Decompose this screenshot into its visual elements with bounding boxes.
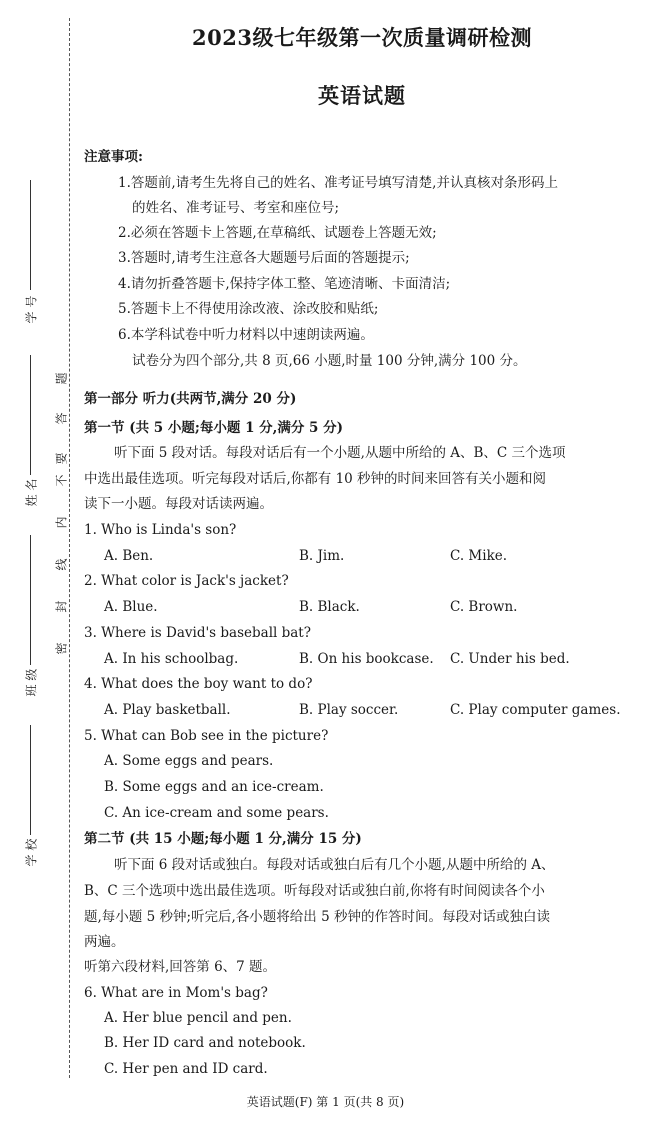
- class-blank: [30, 535, 31, 665]
- exam-summary: 试卷分为四个部分,共 8 页,66 小题,时量 100 分钟,满分 100 分。: [132, 353, 527, 369]
- question-stem: 3. Where is David's baseball bat?: [84, 625, 311, 641]
- section2-instruction: 两遍。: [84, 934, 125, 950]
- school-label: 学 校: [24, 838, 39, 867]
- option-b: B. Play soccer.: [299, 702, 399, 718]
- option-b: B. Her ID card and notebook.: [104, 1035, 306, 1051]
- option-a: A. Play basketball.: [104, 702, 231, 718]
- option-a: A. Some eggs and pears.: [104, 753, 274, 769]
- class-label: 班 级: [24, 668, 39, 697]
- question-stem: 1. Who is Linda's son?: [84, 522, 237, 538]
- material-instruction: 听第六段材料,回答第 6、7 题。: [84, 959, 277, 975]
- option-a: A. Her blue pencil and pen.: [104, 1010, 292, 1026]
- school-blank: [30, 725, 31, 835]
- option-a: A. Blue.: [104, 599, 158, 615]
- notice-item: 5.答题卡上不得使用涂改液、涂改胶和贴纸;: [118, 301, 379, 317]
- seal-cut-line: [69, 18, 70, 1078]
- name-blank: [30, 355, 31, 475]
- option-b: B. Jim.: [299, 548, 345, 564]
- notice-item: 1.答题前,请考生先将自己的姓名、准考证号填写清楚,并认真核对条形码上: [118, 175, 558, 191]
- seal-char: 要: [54, 452, 69, 465]
- section2-instruction: B、C 三个选项中选出最佳选项。听每段对话或独白前,你将有时间阅读各个小: [84, 883, 545, 899]
- seal-char: 封: [54, 600, 69, 613]
- notice-item: 6.本学科试卷中听力材料以中速朗读两遍。: [118, 327, 374, 343]
- notice-item: 2.必须在答题卡上答题,在草稿纸、试题卷上答题无效;: [118, 225, 437, 241]
- option-c: C. Mike.: [450, 548, 508, 564]
- option-b: B. On his bookcase.: [299, 651, 434, 667]
- option-b: B. Black.: [299, 599, 360, 615]
- option-a: A. In his schoolbag.: [104, 651, 239, 667]
- part1-heading: 第一部分 听力(共两节,满分 20 分): [84, 391, 297, 407]
- question-stem: 6. What are in Mom's bag?: [84, 985, 268, 1001]
- section1-instruction: 听下面 5 段对话。每段对话后有一个小题,从题中所给的 A、B、C 三个选项: [114, 445, 566, 461]
- page-footer: 英语试题(F) 第 1 页(共 8 页): [246, 1095, 405, 1109]
- question-stem: 4. What does the boy want to do?: [84, 676, 313, 692]
- seal-char: 密: [54, 642, 69, 655]
- binding-margin: [18, 180, 44, 900]
- student-id-blank: [30, 180, 31, 290]
- exam-subtitle: 英语试题: [318, 83, 406, 108]
- student-id-label: 学 号: [24, 295, 39, 324]
- section1-heading: 第一节 (共 5 小题;每小题 1 分,满分 5 分): [84, 420, 344, 436]
- section2-instruction: 听下面 6 段对话或独白。每段对话或独白后有几个小题,从题中所给的 A、: [114, 857, 555, 873]
- question-stem: 5. What can Bob see in the picture?: [84, 728, 329, 744]
- section2-heading: 第二节 (共 15 小题;每小题 1 分,满分 15 分): [84, 831, 362, 847]
- option-c: C. Her pen and ID card.: [104, 1061, 268, 1077]
- option-c: C. Under his bed.: [450, 651, 570, 667]
- notice-heading: 注意事项:: [84, 149, 143, 165]
- option-b: B. Some eggs and an ice-cream.: [104, 779, 324, 795]
- seal-char: 题: [54, 372, 69, 385]
- seal-char: 线: [54, 558, 69, 571]
- question-stem: 2. What color is Jack's jacket?: [84, 573, 289, 589]
- notice-item-cont: 的姓名、准考证号、考室和座位号;: [132, 200, 340, 216]
- seal-char: 内: [54, 516, 69, 529]
- section1-instruction: 中选出最佳选项。听完每段对话后,你都有 10 秒钟的时间来回答有关小题和阅: [84, 471, 547, 487]
- option-c: C. An ice-cream and some pears.: [104, 805, 329, 821]
- section1-instruction: 读下一小题。每段对话读两遍。: [84, 496, 273, 512]
- notice-item: 4.请勿折叠答题卡,保持字体工整、笔迹清晰、卡面清洁;: [118, 276, 451, 292]
- option-a: A. Ben.: [104, 548, 154, 564]
- seal-char: 不: [54, 474, 69, 487]
- exam-title: 2023级七年级第一次质量调研检测: [192, 25, 532, 50]
- notice-item: 3.答题时,请考生注意各大题题号后面的答题提示;: [118, 250, 410, 266]
- option-c: C. Play computer games.: [450, 702, 621, 718]
- name-label: 姓 名: [24, 478, 39, 507]
- option-c: C. Brown.: [450, 599, 518, 615]
- section2-instruction: 题,每小题 5 秒钟;听完后,各小题将给出 5 秒钟的作答时间。每段对话或独白读: [84, 909, 550, 925]
- seal-char: 答: [54, 412, 69, 425]
